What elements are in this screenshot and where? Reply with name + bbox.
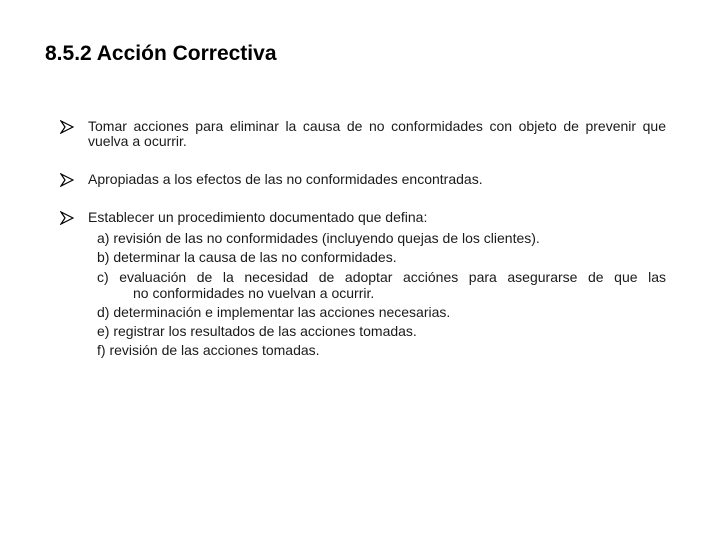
sub-item-continuation: no conformidades no vuelvan a ocurrir. <box>133 285 375 301</box>
sub-item: e) registrar los resultados de las acciones tomadas. <box>97 323 417 339</box>
sub-item: f) revisión de las acciones tomadas. <box>97 342 320 358</box>
sub-item-line: c) evaluación de la necesidad de adoptar acciónes para asegurarse de que las <box>97 269 666 285</box>
sub-item <box>97 267 666 301</box>
bullet-item <box>60 119 666 149</box>
sub-item: a) revisión de las no conformidades (incluyendo quejas de los clientes). <box>97 230 540 246</box>
bullet-text: Tomar acciones para eliminar la causa de no conformidades con objeto de prevenir que vuelva a ocurrir. <box>88 118 666 149</box>
arrow-bullet-icon <box>60 173 74 187</box>
bullet-item <box>60 210 666 360</box>
bullet-text: Apropiadas a los efectos de las no conformidades encontradas. <box>88 171 483 187</box>
arrow-bullet-icon <box>60 120 74 134</box>
sub-item: d) determinación e implementar las acciones necesarias. <box>97 304 451 320</box>
arrow-bullet-icon <box>60 211 74 225</box>
bullet-text: Establecer un procedimiento documentado que defina: <box>88 209 428 225</box>
bullet-item <box>60 172 666 187</box>
sub-item: b) determinar la causa de las no conformidades. <box>97 249 397 265</box>
page-title: 8.5.2 Acción Correctiva <box>45 42 277 65</box>
